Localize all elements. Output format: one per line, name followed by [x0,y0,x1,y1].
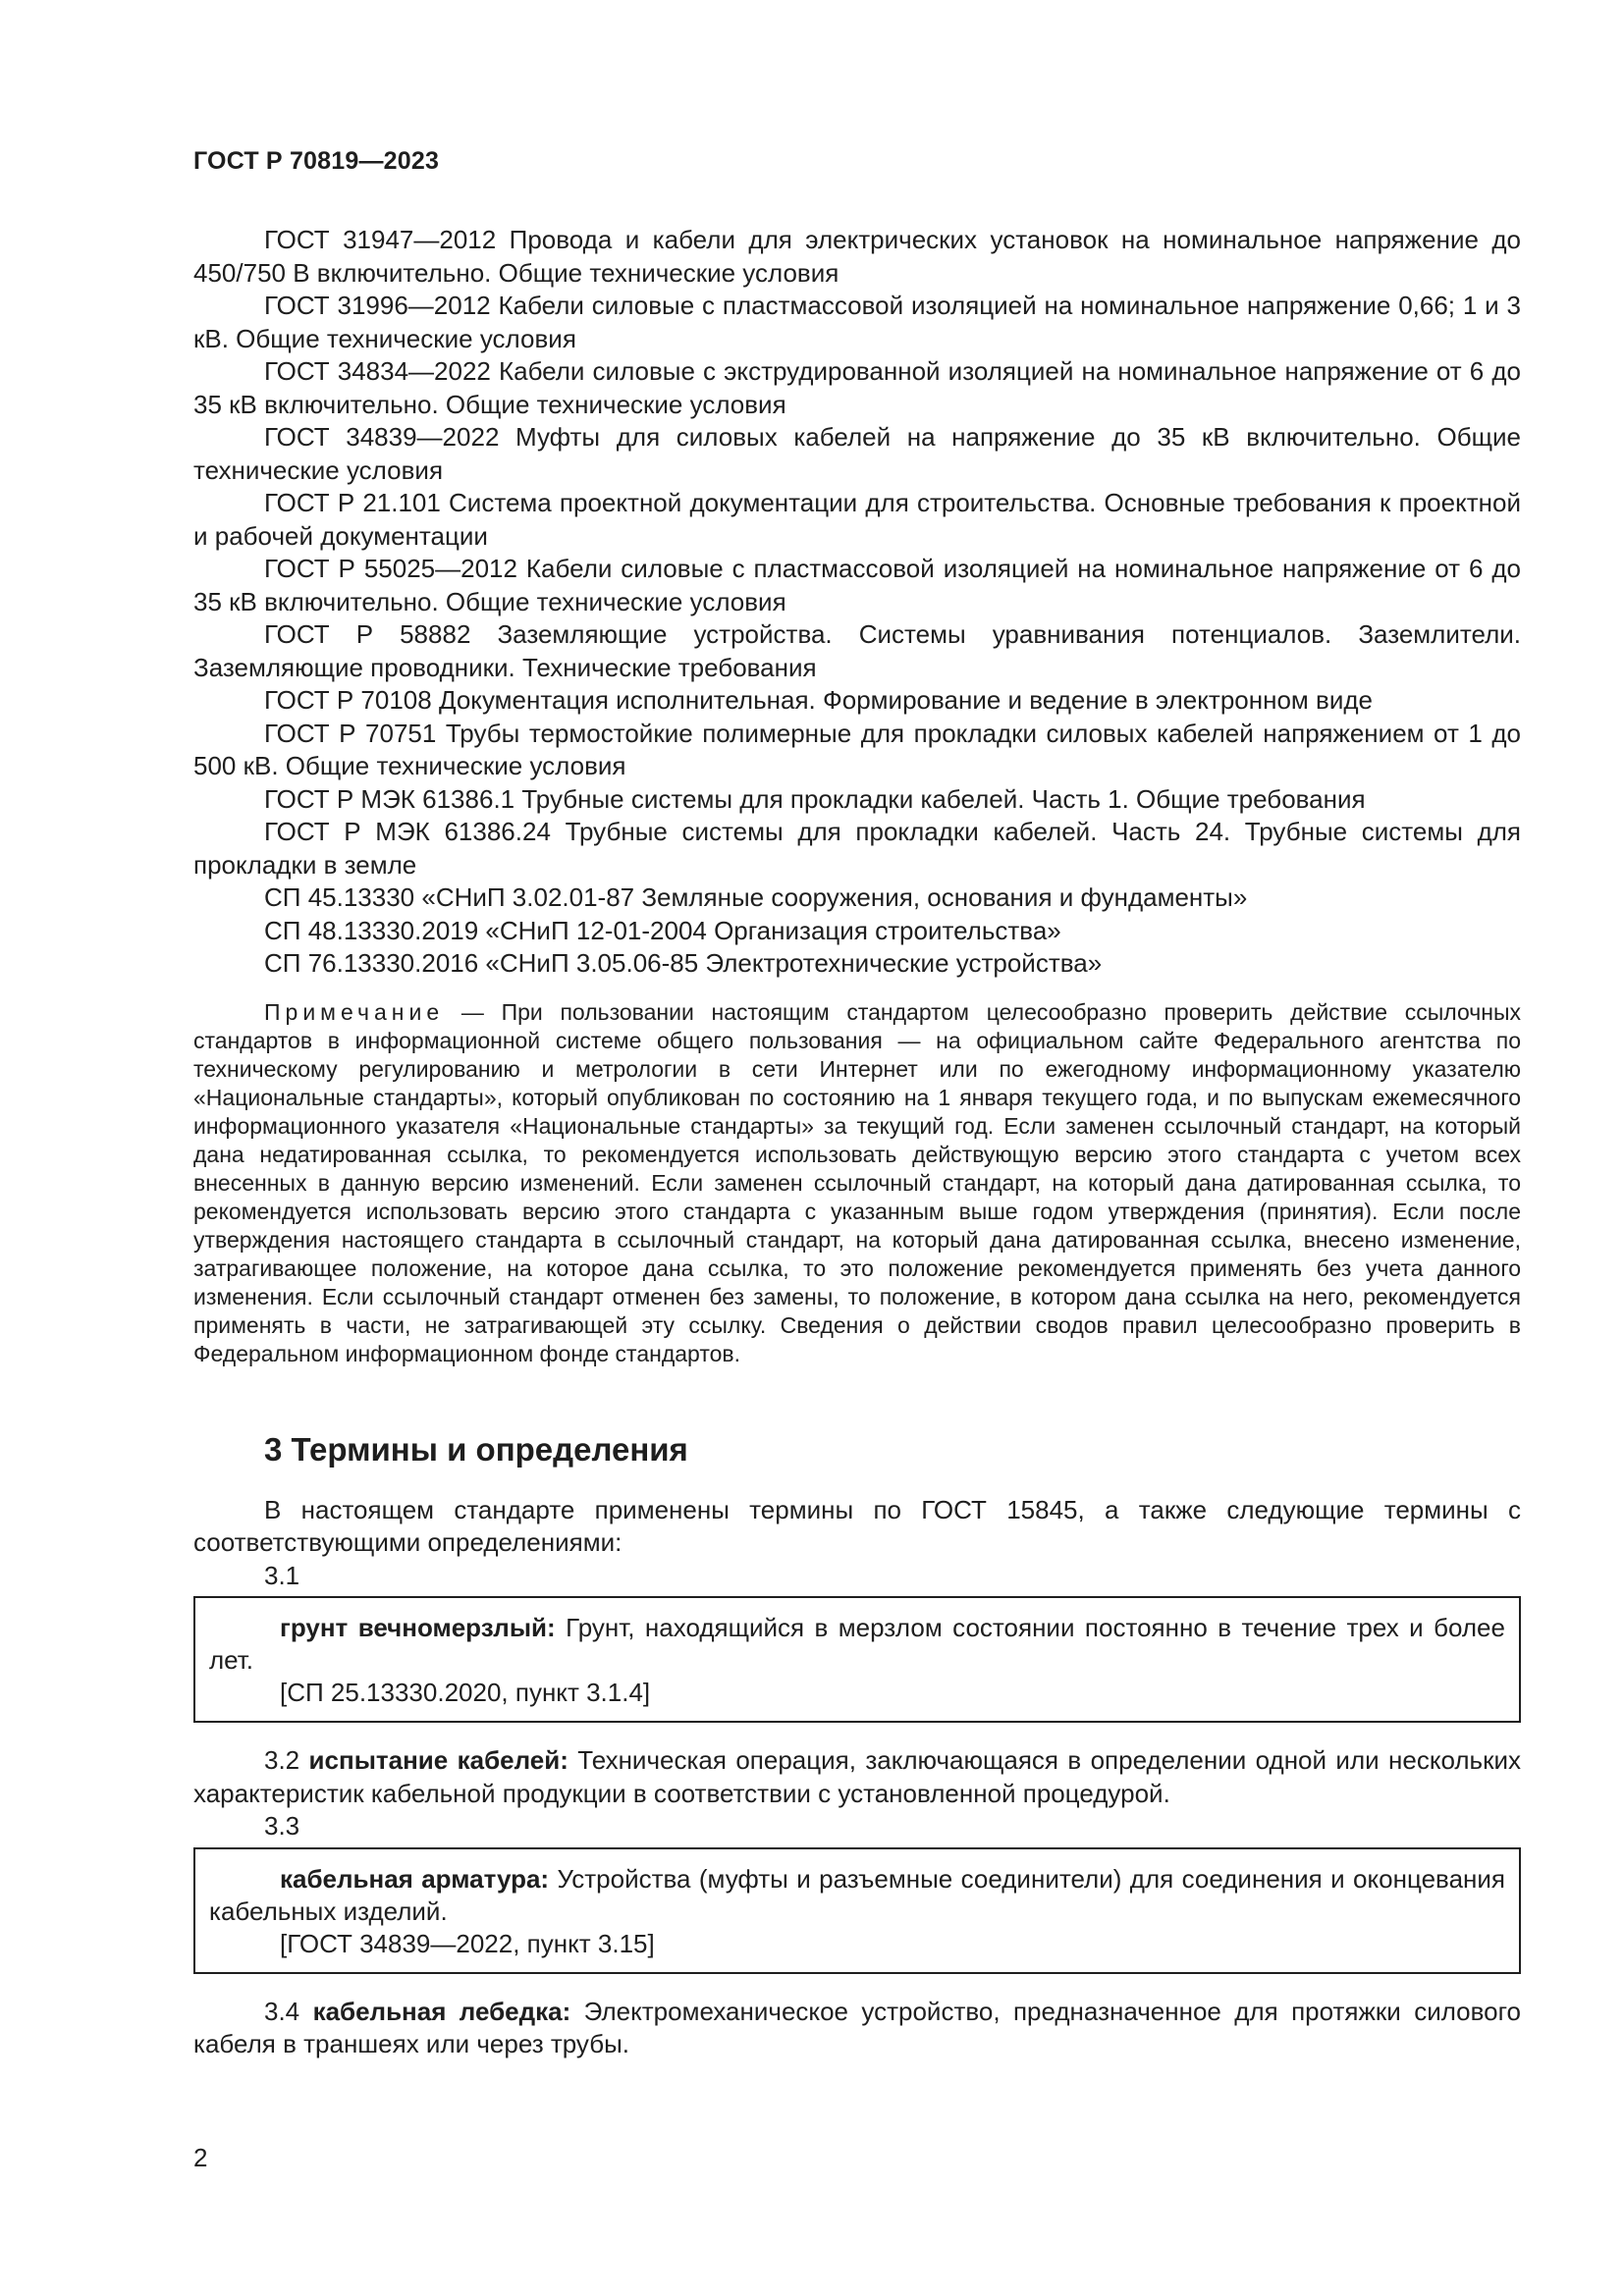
term-text: Электромеханическое устройство, предназначенное для протяжки силового кабеля в траншеях или через трубы. [193,1996,1521,2058]
reference-item: ГОСТ 31947—2012 Провода и кабели для электрических установок на номинальное напряжение до 450/750 В включительно. Общие технические условия [193,225,1521,288]
reference-item: СП 45.13330 «СНиП 3.02.01-87 Земляные сооружения, основания и фундаменты» [264,882,1248,912]
reference-item: ГОСТ Р 58882 Заземляющие устройства. Системы уравнивания потенциалов. Заземлители. Заземляющие проводники. Технические требования [193,619,1521,682]
term-number: 3.3 [264,1811,300,1841]
term-text: Грунт, находящийся в мерзлом состоянии постоянно в течение трех и более лет. [209,1613,1505,1675]
reference-item: ГОСТ Р 55025—2012 Кабели силовые с пластмассовой изоляцией на номинальное напряжение от 6 до 35 кВ включительно. Общие технические условия [193,554,1521,616]
page-number: 2 [193,2143,208,2172]
reference-item: ГОСТ Р 21.101 Система проектной документации для строительства. Основные требования к проектной и рабочей документации [193,488,1521,551]
references-list [193,224,1521,981]
term-definition [193,1744,1521,1810]
term-definition [209,1863,1505,1928]
note-label: Примечание [264,998,445,1025]
term-source: [СП 25.13330.2020, пункт 3.1.4] [280,1678,651,1707]
page-content [193,224,1521,2061]
reference-item: ГОСТ Р МЭК 61386.24 Трубные системы для прокладки кабелей. Часть 24. Трубные системы для прокладки в земле [193,817,1521,880]
section-intro: В настоящем стандарте применены термины по ГОСТ 15845, а также следующие термины с соответствующими определениями: [193,1494,1521,1557]
document-code: ГОСТ Р 70819—2023 [193,147,440,175]
term-name: кабельная лебедка: [312,1996,571,2026]
term-number: 3.1 [264,1560,300,1590]
term-name: грунт вечномерзлый: [280,1613,556,1642]
term-source: [ГОСТ 34839—2022, пункт 3.15] [280,1928,655,1958]
term-number: 3.2 [264,1745,300,1775]
reference-item: ГОСТ Р 70108 Документация исполнительная. Формирование и ведение в электронном виде [264,685,1373,715]
reference-item: ГОСТ Р 70751 Трубы термостойкие полимерные для прокладки силовых кабелей напряжением от 1 до 500 кВ. Общие технические условия [193,718,1521,780]
reference-item: СП 76.13330.2016 «СНиП 3.05.06-85 Электротехнические устройства» [264,948,1103,978]
reference-item: ГОСТ Р МЭК 61386.1 Трубные системы для прокладки кабелей. Часть 1. Общие требования [264,783,1366,814]
term-box [193,1847,1521,1974]
term-number: 3.4 [264,1996,300,2026]
term-definition [193,1996,1521,2061]
term-name: испытание кабелей: [308,1745,568,1775]
note-text: — При пользовании настоящим стандартом целесообразно проверить действие ссылочных стандартов в информационной системе общего пользования — на официальном сайте Федерального агентства по техническому регулированию и метрологии в сети Интернет или по ежегодному информационному указателю «Национальные стандарты», который опубликован по состоянию на 1 января текущего года, и по выпускам ежемесячного информационного указателя «Национальные стандарты» за текущий год. Если заменен ссылочный стандарт, на который дана недатированная ссылка, то рекомендуется использовать действующую версию этого стандарта с учетом всех внесенных в данную версию изменений. Если заменен ссылочный стандарт, на который дана датированная ссылка, то рекомендуется использовать версию этого стандарта с указанным выше годом утверждения (принятия). Если после утверждения настоящего стандарта в ссылочный стандарт, на который дана датированная ссылка, внесено изменение, затрагивающее положение, на которое дана ссылка, то это положение рекомендуется применять без учета данного изменения. Если ссылочный стандарт отменен без замены, то положение, в котором дана ссылка на него, рекомендуется применять в части, не затрагивающей эту ссылку. Сведения о действии сводов правил целесообразно проверить в Федеральном информационном фонде стандартов. [193,998,1521,1366]
term-definition [209,1612,1505,1677]
reference-item: СП 48.13330.2019 «СНиП 12-01-2004 Организация строительства» [264,915,1061,945]
reference-item: ГОСТ 34834—2022 Кабели силовые с экструдированной изоляцией на номинальное напряжение от 6 до 35 кВ включительно. Общие технические условия [193,356,1521,419]
reference-item: ГОСТ 34839—2022 Муфты для силовых кабелей на напряжение до 35 кВ включительно. Общие технические условия [193,422,1521,485]
term-text: Устройства (муфты и разъемные соединители) для соединения и оконцевания кабельных изделий. [209,1863,1505,1926]
term-text: Техническая операция, заключающаяся в определении одной или нескольких характеристик кабельной продукции в соответствии с установленной процедурой. [193,1745,1522,1808]
section-title: 3 Термины и определения [264,1430,688,1468]
term-box [193,1596,1521,1723]
term-name: кабельная арматура: [280,1863,550,1894]
note-paragraph [193,998,1521,1368]
reference-item: ГОСТ 31996—2012 Кабели силовые с пластмассовой изоляцией на номинальное напряжение 0,66; 1 и 3 кВ. Общие технические условия [193,291,1521,353]
